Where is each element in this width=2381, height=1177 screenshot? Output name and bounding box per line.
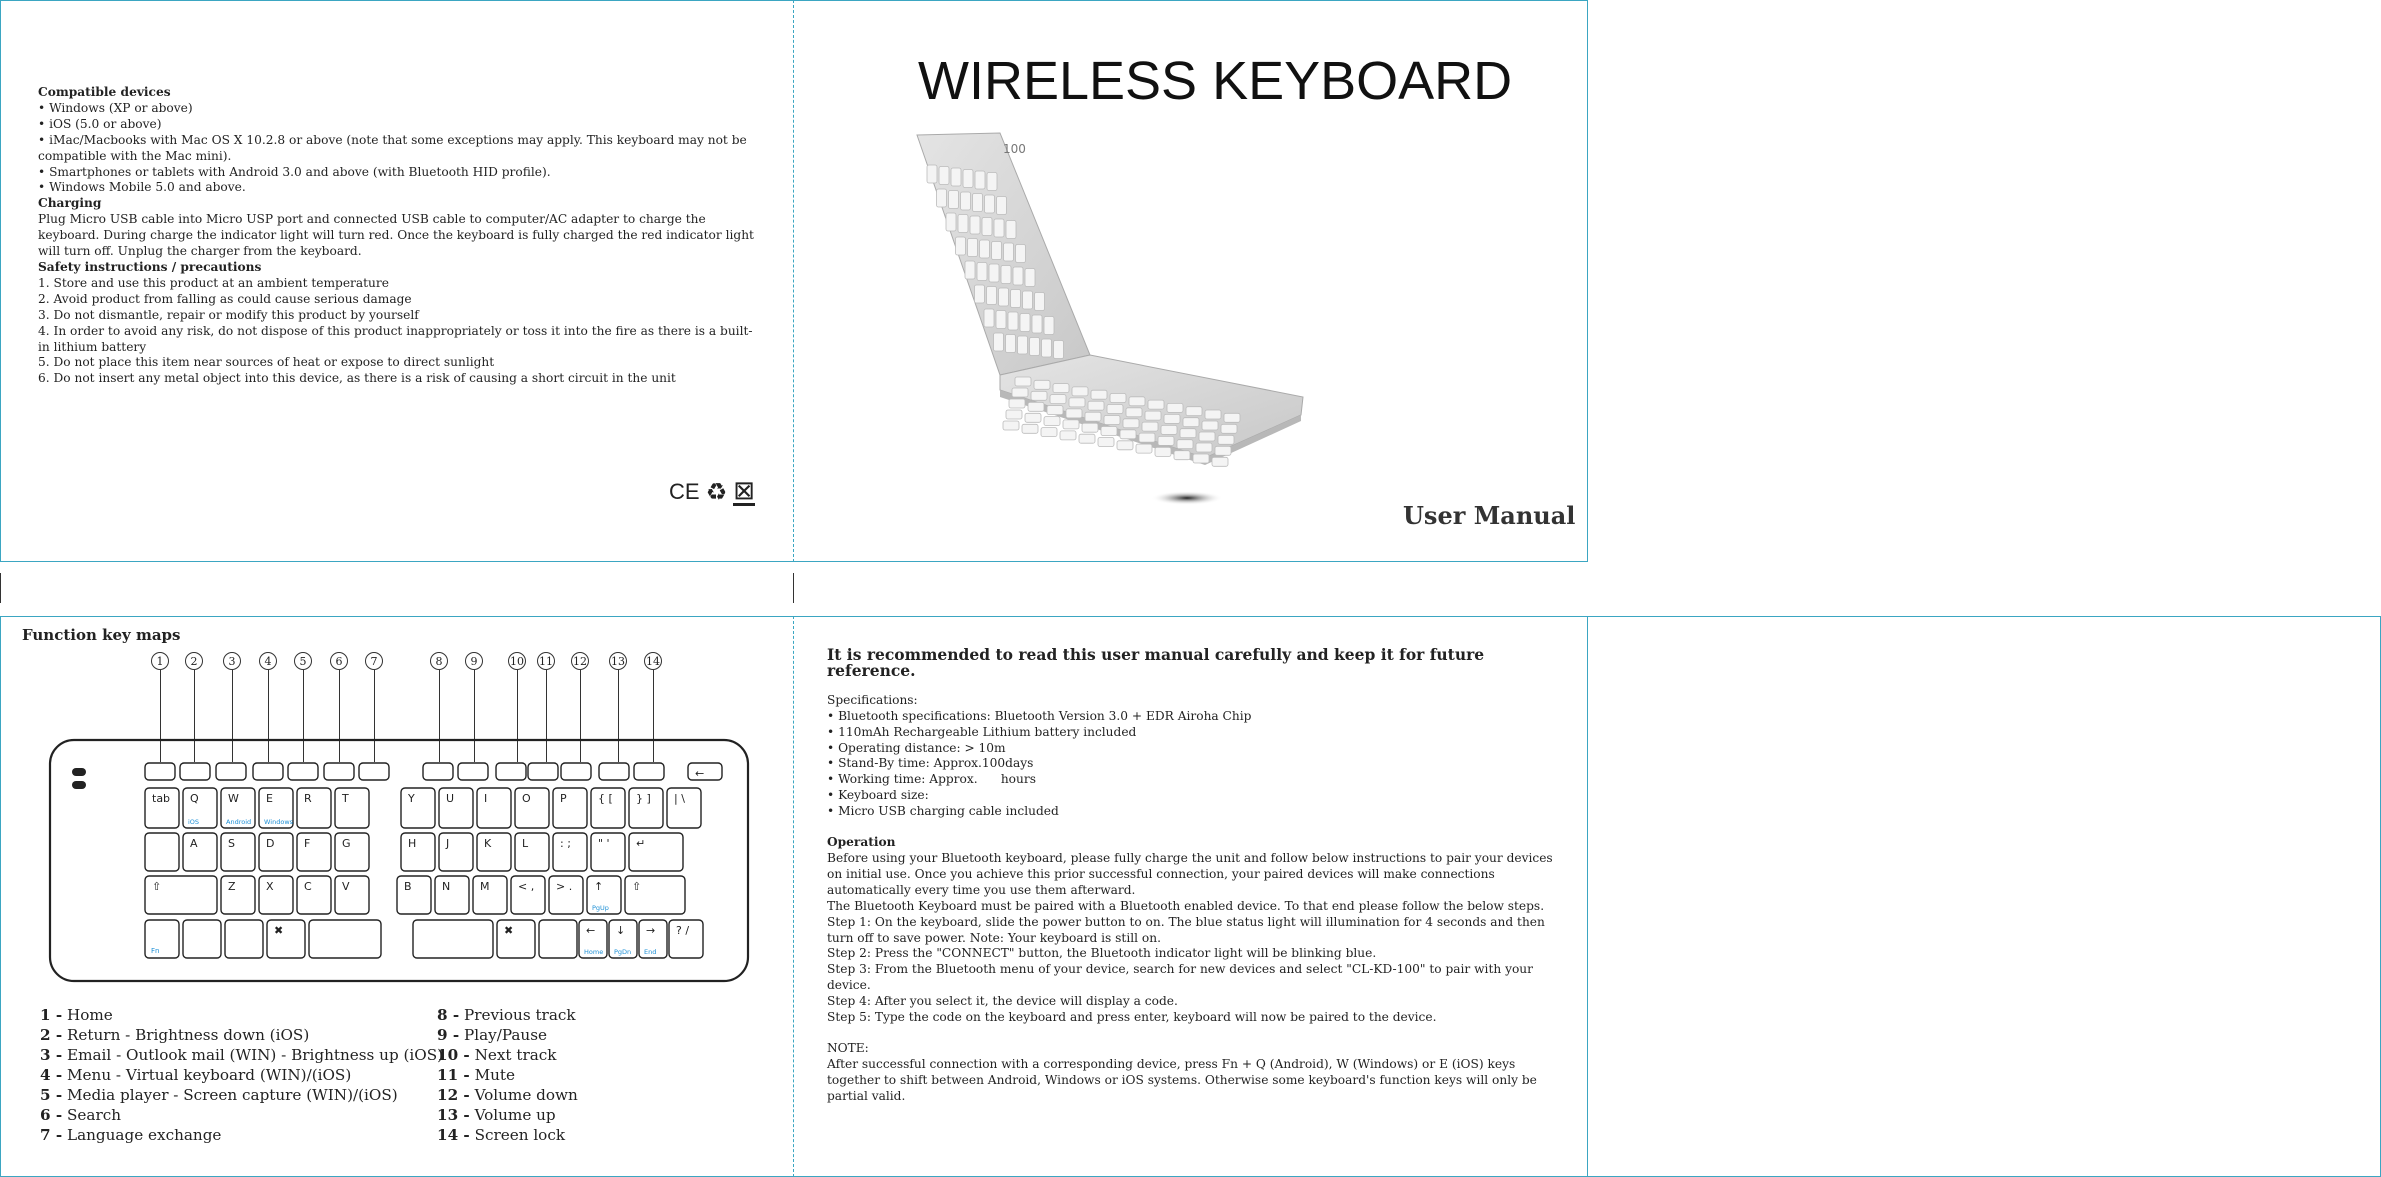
function-key bbox=[216, 763, 246, 780]
keyboard-product-image bbox=[905, 125, 1315, 520]
panel-blank bbox=[1588, 616, 2381, 1177]
product-key bbox=[1193, 454, 1209, 463]
function-key bbox=[324, 763, 354, 780]
letter-key bbox=[297, 833, 331, 871]
product-key bbox=[992, 242, 1002, 260]
legend-item: 1 - Home bbox=[40, 1006, 113, 1024]
product-key bbox=[963, 170, 973, 188]
product-key bbox=[1006, 410, 1022, 419]
product-key bbox=[1030, 338, 1040, 356]
recycle-icon: ♻ bbox=[705, 478, 728, 506]
product-key bbox=[997, 197, 1007, 215]
function-key-number: 5 bbox=[294, 652, 312, 670]
charging-heading: Charging bbox=[38, 196, 102, 211]
product-key bbox=[961, 192, 971, 210]
key-label: | \ bbox=[674, 792, 685, 805]
key-label: : ; bbox=[560, 837, 571, 850]
legend-item: 12 - Volume down bbox=[437, 1086, 578, 1104]
ce-mark-icon: CE bbox=[669, 479, 700, 504]
key-label: Q bbox=[190, 792, 199, 805]
key-label: W bbox=[228, 792, 239, 805]
product-key bbox=[970, 216, 980, 234]
product-key bbox=[1215, 446, 1231, 455]
letter-key bbox=[183, 833, 217, 871]
product-key bbox=[1015, 377, 1031, 386]
spec-item: • Stand-By time: Approx.100days bbox=[827, 756, 1034, 771]
letter-key bbox=[221, 876, 255, 914]
function-key-number: 13 bbox=[609, 652, 627, 670]
function-key-number: 9 bbox=[465, 652, 483, 670]
product-key bbox=[980, 240, 990, 258]
key-label: ⇧ bbox=[152, 880, 162, 893]
letter-key bbox=[335, 876, 369, 914]
safety-item: 3. Do not dismantle, repair or modify this product by yourself bbox=[38, 307, 419, 322]
key-label: ↑ bbox=[594, 880, 604, 893]
key-label: E bbox=[266, 792, 273, 805]
key-label: { [ bbox=[598, 792, 613, 805]
spec-item: • 110mAh Rechargeable Lithium battery included bbox=[827, 724, 1137, 739]
note-heading: NOTE: bbox=[827, 1040, 869, 1055]
product-key bbox=[1004, 243, 1014, 261]
letter-key bbox=[401, 788, 435, 828]
product-key bbox=[1028, 402, 1044, 411]
product-key bbox=[965, 261, 975, 279]
function-key-number: 6 bbox=[330, 652, 348, 670]
function-key bbox=[145, 763, 175, 780]
product-key bbox=[1145, 411, 1161, 420]
product-key bbox=[1158, 436, 1174, 445]
product-key bbox=[987, 173, 997, 191]
letter-key bbox=[439, 833, 473, 871]
product-key bbox=[1180, 429, 1196, 438]
product-key bbox=[1025, 413, 1041, 422]
product-key bbox=[975, 285, 985, 303]
legend-item: 2 - Return - Brightness down (iOS) bbox=[40, 1026, 310, 1044]
key-label: G bbox=[342, 837, 351, 850]
spec-heading: Specifications: bbox=[827, 692, 918, 707]
key-sublabel: PgUp bbox=[592, 904, 609, 912]
cmd-key bbox=[497, 920, 535, 958]
letter-key bbox=[297, 876, 331, 914]
compat-item: • iMac/Macbooks with Mac OS X 10.2.8 or above (note that some exceptions may apply. This keyboard may not be compatible with the Mac mini). bbox=[38, 132, 747, 163]
key-label: L bbox=[522, 837, 529, 850]
compat-item: • Windows Mobile 5.0 and above. bbox=[38, 180, 246, 195]
legend-right bbox=[437, 1005, 578, 1145]
letter-key bbox=[515, 833, 549, 871]
product-key bbox=[1034, 380, 1050, 389]
product-key bbox=[949, 191, 959, 209]
cover-title: WIRELESS KEYBOARD bbox=[918, 51, 1513, 111]
product-key bbox=[1031, 391, 1047, 400]
product-key bbox=[1202, 421, 1218, 430]
product-key bbox=[1012, 388, 1028, 397]
function-key-number: 8 bbox=[430, 652, 448, 670]
letter-key bbox=[397, 876, 431, 914]
compat-item: • Smartphones or tablets with Android 3.0 and above (with Bluetooth HID profile). bbox=[38, 164, 551, 179]
compat-heading: Compatible devices bbox=[38, 85, 171, 99]
key-label: Z bbox=[228, 880, 236, 893]
product-key bbox=[1041, 428, 1057, 437]
key-sublabel: Android bbox=[226, 818, 252, 826]
product-key bbox=[999, 288, 1009, 306]
function-key bbox=[528, 763, 558, 780]
key-label: B bbox=[404, 880, 412, 893]
legend-item: 14 - Screen lock bbox=[437, 1126, 566, 1144]
letter-key bbox=[477, 833, 511, 871]
product-key bbox=[1042, 339, 1052, 357]
letter-key bbox=[145, 833, 179, 871]
key-label: ← bbox=[695, 767, 705, 780]
key-label: A bbox=[190, 837, 198, 850]
product-key bbox=[939, 167, 949, 185]
product-key bbox=[1218, 435, 1234, 444]
keyboard-brand-label: 100 bbox=[1003, 142, 1026, 156]
charging-text: Plug Micro USB cable into Micro USP port and connected USB cable to computer/AC adapter to charge the keyboard. During charge the indicator light will turn red. Once the keyboard is fully charged the red indicator light will turn off. Unplug the charger from the keyboard. bbox=[38, 212, 754, 259]
product-key bbox=[987, 287, 997, 305]
product-key bbox=[1011, 290, 1021, 308]
operation-paragraph: Before using your Bluetooth keyboard, please fully charge the unit and follow below instructions to pair your devices on initial use. Once you achieve this prior successful connection, your paired devices will make connections automatically every time you use them afterward. bbox=[827, 850, 1553, 897]
product-key bbox=[1044, 417, 1060, 426]
legend-item: 4 - Menu - Virtual keyboard (WIN)/(iOS) bbox=[40, 1066, 352, 1084]
product-key bbox=[1023, 291, 1033, 309]
key-label: > . bbox=[556, 880, 573, 893]
key-label: U bbox=[446, 792, 455, 805]
function-key bbox=[253, 763, 283, 780]
fn-label: Fn bbox=[151, 947, 160, 955]
letter-key bbox=[435, 876, 469, 914]
product-key bbox=[1088, 401, 1104, 410]
product-key bbox=[1110, 394, 1126, 403]
key-label: ✖ bbox=[504, 924, 514, 937]
safety-item: 5. Do not place this item near sources of heat or expose to direct sunlight bbox=[38, 355, 495, 370]
key-label: M bbox=[480, 880, 490, 893]
product-key bbox=[1063, 420, 1079, 429]
function-key bbox=[180, 763, 210, 780]
function-key-number: 3 bbox=[223, 652, 241, 670]
weee-bin-icon: ⊠ bbox=[733, 475, 755, 506]
product-key bbox=[975, 171, 985, 189]
product-key bbox=[1009, 399, 1025, 408]
product-key bbox=[1186, 407, 1202, 416]
key-label: J bbox=[446, 837, 450, 850]
product-key bbox=[1161, 425, 1177, 434]
letter-key bbox=[473, 876, 507, 914]
product-key bbox=[1060, 431, 1076, 440]
legend-item: 9 - Play/Pause bbox=[437, 1026, 547, 1044]
letter-key bbox=[401, 833, 435, 871]
function-key bbox=[458, 763, 488, 780]
product-key bbox=[1069, 398, 1085, 407]
product-key bbox=[1018, 336, 1028, 354]
note-text: After successful connection with a corresponding device, press Fn + Q (Android), W (Windows) or E (iOS) keys together to shift between Android, Windows or iOS systems. Otherwise some keyboard's function keys will only be partial valid. bbox=[827, 1056, 1537, 1103]
key-label: D bbox=[266, 837, 275, 850]
back-cover-text bbox=[38, 85, 758, 387]
product-key bbox=[973, 194, 983, 212]
key-label: ↵ bbox=[636, 837, 646, 850]
panel-back-cover bbox=[0, 0, 793, 562]
key-label: R bbox=[304, 792, 312, 805]
product-key bbox=[1117, 441, 1133, 450]
product-key bbox=[1025, 269, 1035, 287]
intro-heading: It is recommended to read this user manual carefully and keep it for future reference. bbox=[827, 645, 1485, 680]
key-sublabel: End bbox=[644, 948, 657, 956]
product-key bbox=[1098, 438, 1114, 447]
product-key bbox=[1120, 430, 1136, 439]
operation-step: Step 2: Press the "CONNECT" button, the Bluetooth indicator light will be blinking blue. bbox=[827, 946, 1377, 961]
operation-step: Step 3: From the Bluetooth menu of your device, search for new devices and select "CL-KD-100" to pair with your device. bbox=[827, 962, 1533, 993]
key-sublabel: Home bbox=[584, 948, 604, 956]
product-key bbox=[1196, 443, 1212, 452]
legend-item: 3 - Email - Outlook mail (WIN) - Brightness up (iOS) bbox=[40, 1046, 444, 1064]
product-key bbox=[1139, 433, 1155, 442]
function-key-number: 1 bbox=[151, 652, 169, 670]
key-label: ✖ bbox=[274, 924, 284, 937]
instructions-text bbox=[827, 647, 1557, 1105]
product-key bbox=[1205, 410, 1221, 419]
compat-item: • iOS (5.0 or above) bbox=[38, 116, 162, 131]
product-key bbox=[984, 309, 994, 327]
operation-heading: Operation bbox=[827, 835, 896, 850]
operation-paragraph: The Bluetooth Keyboard must be paired with a Bluetooth enabled device. To that end please follow the below steps. bbox=[827, 898, 1545, 913]
operation-step: Step 1: On the keyboard, slide the power button to on. The blue status light will illumination for 4 seconds and then turn off to save power. Note: Your keyboard is still on. bbox=[827, 914, 1545, 945]
legend-item: 13 - Volume up bbox=[437, 1106, 556, 1124]
product-key bbox=[994, 219, 1004, 237]
panel-instructions bbox=[793, 616, 1588, 1177]
key-label: ? / bbox=[676, 924, 690, 937]
key-label: K bbox=[484, 837, 492, 850]
function-key bbox=[288, 763, 318, 780]
safety-item: 1. Store and use this product at an ambient temperature bbox=[38, 275, 389, 290]
function-key bbox=[634, 763, 664, 780]
product-key bbox=[1104, 416, 1120, 425]
letter-key bbox=[297, 788, 331, 828]
product-key bbox=[1148, 400, 1164, 409]
safety-item: 2. Avoid product from falling as could cause serious damage bbox=[38, 291, 412, 306]
spec-item: • Micro USB charging cable included bbox=[827, 804, 1059, 819]
product-key bbox=[1054, 341, 1064, 359]
product-key bbox=[982, 218, 992, 236]
product-key bbox=[1129, 397, 1145, 406]
product-key bbox=[1008, 312, 1018, 330]
letter-key bbox=[259, 833, 293, 871]
product-key bbox=[1035, 293, 1045, 311]
key-label: F bbox=[304, 837, 311, 850]
product-key bbox=[1020, 314, 1030, 332]
function-key-number: 14 bbox=[644, 652, 662, 670]
safety-heading: Safety instructions / precautions bbox=[38, 259, 262, 274]
key-label: < , bbox=[518, 880, 535, 893]
product-key bbox=[1072, 387, 1088, 396]
key-label: C bbox=[304, 880, 312, 893]
product-key bbox=[1136, 444, 1152, 453]
function-key-number: 7 bbox=[365, 652, 383, 670]
product-key bbox=[1079, 434, 1095, 443]
key-label: X bbox=[266, 880, 274, 893]
product-key bbox=[1183, 418, 1199, 427]
product-key bbox=[1212, 457, 1228, 466]
product-key bbox=[1006, 221, 1016, 239]
function-key bbox=[496, 763, 526, 780]
product-key bbox=[1177, 440, 1193, 449]
product-key bbox=[1066, 409, 1082, 418]
spec-item: • Keyboard size: bbox=[827, 788, 929, 803]
product-key bbox=[1006, 335, 1016, 353]
certification-marks bbox=[669, 475, 755, 506]
key-label: H bbox=[408, 837, 417, 850]
product-key bbox=[1085, 412, 1101, 421]
function-key bbox=[423, 763, 453, 780]
power-switch-icon bbox=[72, 768, 86, 776]
legend-item: 8 - Previous track bbox=[437, 1006, 576, 1024]
product-key bbox=[946, 213, 956, 231]
legend-item: 5 - Media player - Screen capture (WIN)/(iOS) bbox=[40, 1086, 398, 1104]
product-key bbox=[1082, 423, 1098, 432]
key-sublabel: Windows bbox=[264, 818, 294, 826]
product-key bbox=[1164, 414, 1180, 423]
product-key bbox=[956, 237, 966, 255]
product-key bbox=[1174, 451, 1190, 460]
key-label: V bbox=[342, 880, 350, 893]
product-key bbox=[1126, 408, 1142, 417]
operation-step: Step 4: After you select it, the device will display a code. bbox=[827, 994, 1178, 1009]
legend-item: 7 - Language exchange bbox=[40, 1126, 222, 1144]
key-label: O bbox=[522, 792, 531, 805]
product-key bbox=[1016, 245, 1026, 263]
letter-key bbox=[439, 788, 473, 828]
product-key bbox=[1047, 406, 1063, 415]
key-sublabel: iOS bbox=[188, 818, 200, 826]
letter-key bbox=[335, 788, 369, 828]
product-key bbox=[1199, 432, 1215, 441]
keyboard-diagram bbox=[48, 738, 750, 983]
legend-left bbox=[40, 1005, 443, 1145]
space-left-key bbox=[309, 920, 381, 958]
function-key-number: 12 bbox=[571, 652, 589, 670]
product-key bbox=[996, 311, 1006, 329]
product-key bbox=[1053, 384, 1069, 393]
function-key-number: 11 bbox=[537, 652, 555, 670]
key-label: } ] bbox=[636, 792, 651, 805]
safety-item: 6. Do not insert any metal object into this device, as there is a risk of causing a short circuit in the unit bbox=[38, 371, 676, 386]
key-label: ↓ bbox=[616, 924, 626, 937]
function-keys-title: Function key maps bbox=[22, 626, 181, 644]
compat-item: • Windows (XP or above) bbox=[38, 100, 193, 115]
product-key bbox=[958, 215, 968, 233]
product-key bbox=[1013, 267, 1023, 285]
letter-key bbox=[515, 788, 549, 828]
key-label: P bbox=[560, 792, 567, 805]
legend-item: 11 - Mute bbox=[437, 1066, 515, 1084]
product-key bbox=[1022, 424, 1038, 433]
product-key bbox=[927, 165, 937, 183]
product-key bbox=[985, 195, 995, 213]
key-label: T bbox=[342, 792, 349, 805]
product-key bbox=[1224, 413, 1240, 422]
key-label: Y bbox=[408, 792, 415, 805]
product-key bbox=[1091, 390, 1107, 399]
alt-key bbox=[539, 920, 577, 958]
function-key-number: 10 bbox=[508, 652, 526, 670]
product-key bbox=[1001, 266, 1011, 284]
letter-key bbox=[335, 833, 369, 871]
spec-item: • Working time: Approx. hours bbox=[827, 772, 1036, 787]
key-label: N bbox=[442, 880, 451, 893]
function-key bbox=[561, 763, 591, 780]
legend-item: 6 - Search bbox=[40, 1106, 121, 1124]
safety-item: 4. In order to avoid any risk, do not dispose of this product inappropriately or toss it into the fire as there is a built-in lithium battery bbox=[38, 323, 753, 354]
key-label: " ' bbox=[598, 837, 610, 850]
product-key bbox=[1003, 421, 1019, 430]
product-key bbox=[1142, 422, 1158, 431]
product-key bbox=[937, 189, 947, 207]
cut-mark bbox=[793, 573, 794, 603]
spec-item: • Operating distance: > 10m bbox=[827, 740, 1006, 755]
ctrl-key bbox=[183, 920, 221, 958]
function-key bbox=[359, 763, 389, 780]
key-label: → bbox=[646, 924, 656, 937]
key-label: ⇧ bbox=[632, 880, 642, 893]
key-label: I bbox=[484, 792, 488, 805]
cover-subtitle: User Manual bbox=[1403, 501, 1576, 530]
spec-item: • Bluetooth specifications: Bluetooth Version 3.0 + EDR Airoha Chip bbox=[827, 708, 1252, 723]
product-key bbox=[968, 239, 978, 257]
cut-mark bbox=[0, 573, 1, 603]
key-label: S bbox=[228, 837, 235, 850]
product-key bbox=[1101, 427, 1117, 436]
key-label: tab bbox=[152, 792, 171, 805]
connect-switch-icon bbox=[72, 781, 86, 789]
letter-key bbox=[553, 788, 587, 828]
function-key bbox=[599, 763, 629, 780]
product-key bbox=[989, 264, 999, 282]
key-sublabel: PgDn bbox=[614, 948, 632, 956]
backspace-key bbox=[688, 763, 722, 780]
letter-key bbox=[259, 876, 293, 914]
product-key bbox=[1155, 447, 1171, 456]
product-key bbox=[1123, 419, 1139, 428]
product-key bbox=[1221, 424, 1237, 433]
letter-key bbox=[477, 788, 511, 828]
legend-item: 10 - Next track bbox=[437, 1046, 557, 1064]
operation-step: Step 5: Type the code on the keyboard and press enter, keyboard will now be paired to the device. bbox=[827, 1010, 1437, 1025]
product-key bbox=[1044, 317, 1054, 335]
product-key bbox=[1050, 395, 1066, 404]
space-right-key bbox=[413, 920, 493, 958]
function-key-number: 2 bbox=[185, 652, 203, 670]
letter-key bbox=[221, 833, 255, 871]
product-key bbox=[1032, 315, 1042, 333]
product-key bbox=[1107, 405, 1123, 414]
alt-key bbox=[225, 920, 263, 958]
product-key bbox=[951, 168, 961, 186]
function-key-number: 4 bbox=[259, 652, 277, 670]
cmd-key bbox=[267, 920, 305, 958]
product-key bbox=[1167, 403, 1183, 412]
product-key bbox=[977, 263, 987, 281]
key-label: ← bbox=[586, 924, 596, 937]
product-key bbox=[994, 333, 1004, 351]
